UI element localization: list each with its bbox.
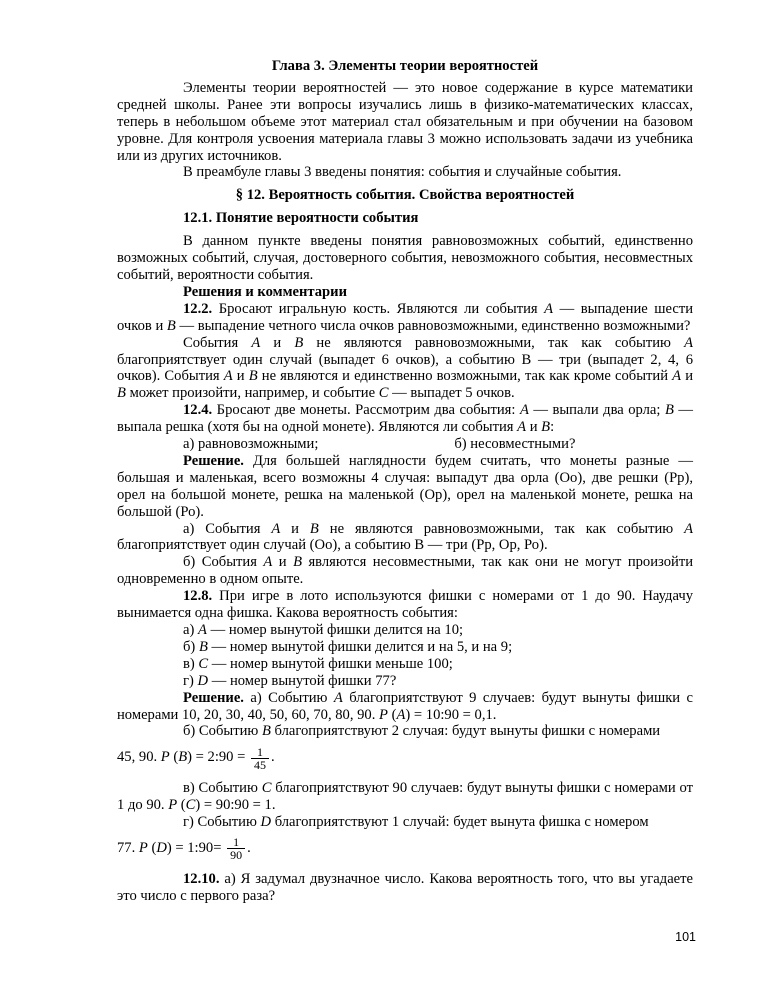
var: B (248, 368, 258, 385)
text: — номер вынутой фишки делится на 10; (206, 622, 464, 638)
var: A (517, 419, 527, 436)
var: B (293, 554, 302, 571)
solutions-heading: Решения и комментарии (183, 283, 347, 300)
solution-label: Решение. (183, 452, 244, 469)
text: не являются и единственно возможными, так как кроме событий (257, 368, 673, 385)
text: Для большей наглядности будем считать, что монеты разные — большая и маленькая, всего возможны 4 случая: выпадут два орла (Оо), две решки (Рр), орел на большой монете, решка на маленькой (Ор), орел на маленькой монете, решка на большой (Ро). (117, 452, 693, 520)
text: а) Я задумал двузначное число. Какова вероятность того, что вы угадаете это число с первого раза? (117, 871, 693, 904)
solution-12-4-b (117, 554, 693, 588)
text: Бросают две монеты. Рассмотрим два события: (212, 402, 520, 419)
text: ( (169, 749, 179, 766)
var: A (251, 334, 261, 351)
solution-12-4-a (117, 521, 693, 555)
var: P (168, 797, 178, 814)
text: и (232, 368, 249, 385)
var: A (519, 402, 529, 419)
var: C (198, 655, 209, 672)
var: B (261, 723, 271, 740)
problem-12-8-b (117, 639, 693, 656)
numerator: 1 (251, 746, 269, 759)
text: — выпадение шести очков и (117, 300, 694, 334)
var: A (684, 520, 693, 537)
text: События (183, 334, 252, 351)
problem-number: 12.10. (183, 871, 220, 888)
text: и (272, 554, 294, 571)
solution-12-4 (117, 453, 693, 521)
var: C (378, 385, 389, 402)
problem-12-8-d (117, 673, 693, 690)
text: ( (147, 840, 157, 857)
var: B (178, 749, 188, 766)
text: а) События (183, 520, 272, 537)
text: благоприятствуют 2 случая: будут вынуты фишки с номерами (270, 723, 661, 740)
solution-12-8-d-formula (117, 831, 693, 865)
text: ) = 10:90 = 0,1. (405, 706, 497, 723)
var: C (261, 780, 272, 797)
text: являются несовместными, так как они не могут произойти одновременно в одном опыте. (117, 554, 694, 588)
text: — номер вынутой фишки делится и на 5, и на 9; (207, 638, 513, 655)
text: Бросают игральную кость. Являются ли события (212, 300, 545, 317)
text: благоприятствует один случай (выпадет 6 очков), а событию В — три (выпадет 2, 4, 6 очков). События (117, 351, 693, 385)
text: : (550, 419, 555, 436)
var: P (160, 749, 170, 766)
text: не являются равновозможными, так как событию (303, 334, 685, 351)
text: благоприятствует один случай (Оо), а событию В — три (Рр, Ор, Ро). (117, 537, 548, 554)
text: — выпадение четного числа очков равновозможными, единственно возможными? (175, 317, 691, 334)
denominator: 45 (254, 757, 267, 772)
text: и (260, 334, 295, 351)
subsection-intro: В данном пункте введены понятия равновозможных событий, единственно возможных событий, случая, достоверного события, невозможного события, несовместных событий, вероятности события. (117, 233, 693, 283)
text: ) = 90:90 = 1. (195, 797, 276, 814)
text: — выпали два орла; (528, 402, 665, 419)
page-number: 101 (675, 930, 696, 944)
text: 77. (117, 840, 139, 857)
problem-12-8-a (117, 622, 693, 639)
text: ) = 2:90 = (187, 749, 250, 766)
answer-12-2 (117, 335, 693, 403)
problem-12-8-c (117, 656, 693, 673)
text: благоприятствуют 9 случаев: будут вынуты фишки с номерами 10, 20, 30, 40, 50, 60, 70, 80, 90. (117, 689, 694, 723)
solution-label: Решение. (183, 689, 244, 706)
page-content (117, 58, 693, 905)
var: C (185, 797, 196, 814)
solution-12-8-c (117, 780, 693, 814)
text: — номер вынутой фишки меньше 100; (208, 655, 453, 672)
text: ( (177, 797, 186, 814)
text: а) (183, 622, 198, 638)
var: B (117, 385, 126, 402)
text: 45, 90. (117, 749, 161, 766)
text: — выпадет 5 очков. (388, 385, 515, 402)
var: A (672, 368, 682, 385)
text: ( (387, 706, 397, 723)
text: не являются равновозможными, так как событию (318, 520, 685, 537)
var: B (664, 402, 674, 419)
problem-12-8 (117, 588, 693, 622)
problem-12-4-options (117, 436, 693, 453)
var: A (198, 622, 207, 638)
chapter-title: Глава 3. Элементы теории вероятностей (271, 58, 539, 74)
var: B (541, 419, 551, 436)
text: . (271, 749, 275, 766)
text: — номер вынутой фишки 77? (208, 672, 397, 689)
var: D (197, 672, 209, 689)
text: . (247, 840, 251, 857)
var: B (166, 317, 176, 334)
solution-12-8-a (117, 690, 693, 724)
text: благоприятствуют 90 случаев: будут вынуты фишки с номерами от 1 до 90. (117, 780, 694, 814)
text: и (280, 520, 310, 537)
text: б) (183, 638, 199, 655)
subsection-title: 12.1. Понятие вероятности события (183, 210, 419, 227)
text: в) Событию (183, 780, 262, 797)
text: и (526, 419, 542, 436)
intro-paragraph: Элементы теории вероятностей — это новое содержание в курсе математики средней школы. Ранее эти вопросы изучались лишь в физико-математических классах, теперь в небольшом объеме этот материал стал обязательным и при обучении на базовом уровне. Для контроля усвоения материала главы 3 можно использовать задачи из учебника или из других источников. (117, 79, 693, 164)
fraction (251, 746, 269, 771)
var: P (138, 840, 148, 857)
problem-12-10 (117, 871, 693, 905)
option-b: б) несовместными? (454, 436, 576, 453)
problem-number: 12.2. (183, 300, 213, 317)
text: г) Событию (183, 814, 261, 831)
text: б) События (183, 554, 264, 571)
text: б) Событию (183, 723, 262, 740)
solution-12-8-d (117, 814, 693, 831)
denominator: 90 (230, 848, 243, 863)
text: благоприятствуют 1 случай: будет вынута фишка с номером (271, 814, 649, 831)
problem-number: 12.4. (183, 402, 213, 419)
text: При игре в лото используются фишки с номерами от 1 до 90. Наудачу вынимается одна фишка. Какова вероятность события: (117, 588, 693, 622)
section-title: § 12. Вероятность события. Свойства вероятностей (235, 187, 575, 204)
text: ) = 1:90= (166, 840, 226, 857)
var: B (309, 520, 319, 537)
numerator: 1 (227, 836, 245, 849)
text: — выпала решка (хотя бы на одной монете). Являются ли события (117, 402, 693, 436)
var: D (156, 840, 167, 857)
text: и (681, 368, 693, 385)
intro-paragraph-2: В преамбуле главы 3 введены понятия: события и случайные события. (183, 164, 622, 181)
text: г) (183, 672, 198, 689)
text: в) (183, 655, 199, 672)
var: A (396, 706, 406, 723)
solution-12-8-b (117, 723, 693, 740)
problem-12-2 (117, 301, 693, 335)
var: D (260, 814, 272, 831)
var: A (223, 368, 233, 385)
var: A (271, 520, 281, 537)
var: P (379, 706, 388, 723)
text: а) Событию (243, 689, 334, 706)
var: B (294, 334, 304, 351)
var: A (333, 689, 343, 706)
solution-12-8-b-formula (117, 740, 693, 774)
var: A (544, 300, 554, 317)
var: A (684, 334, 693, 351)
option-a: а) равновозможными; (183, 436, 319, 453)
var: A (263, 554, 273, 571)
problem-12-4 (117, 402, 693, 436)
var: B (198, 638, 208, 655)
problem-number: 12.8. (183, 588, 213, 605)
text: может произойти, например, и событие (125, 385, 379, 402)
fraction (227, 836, 245, 861)
